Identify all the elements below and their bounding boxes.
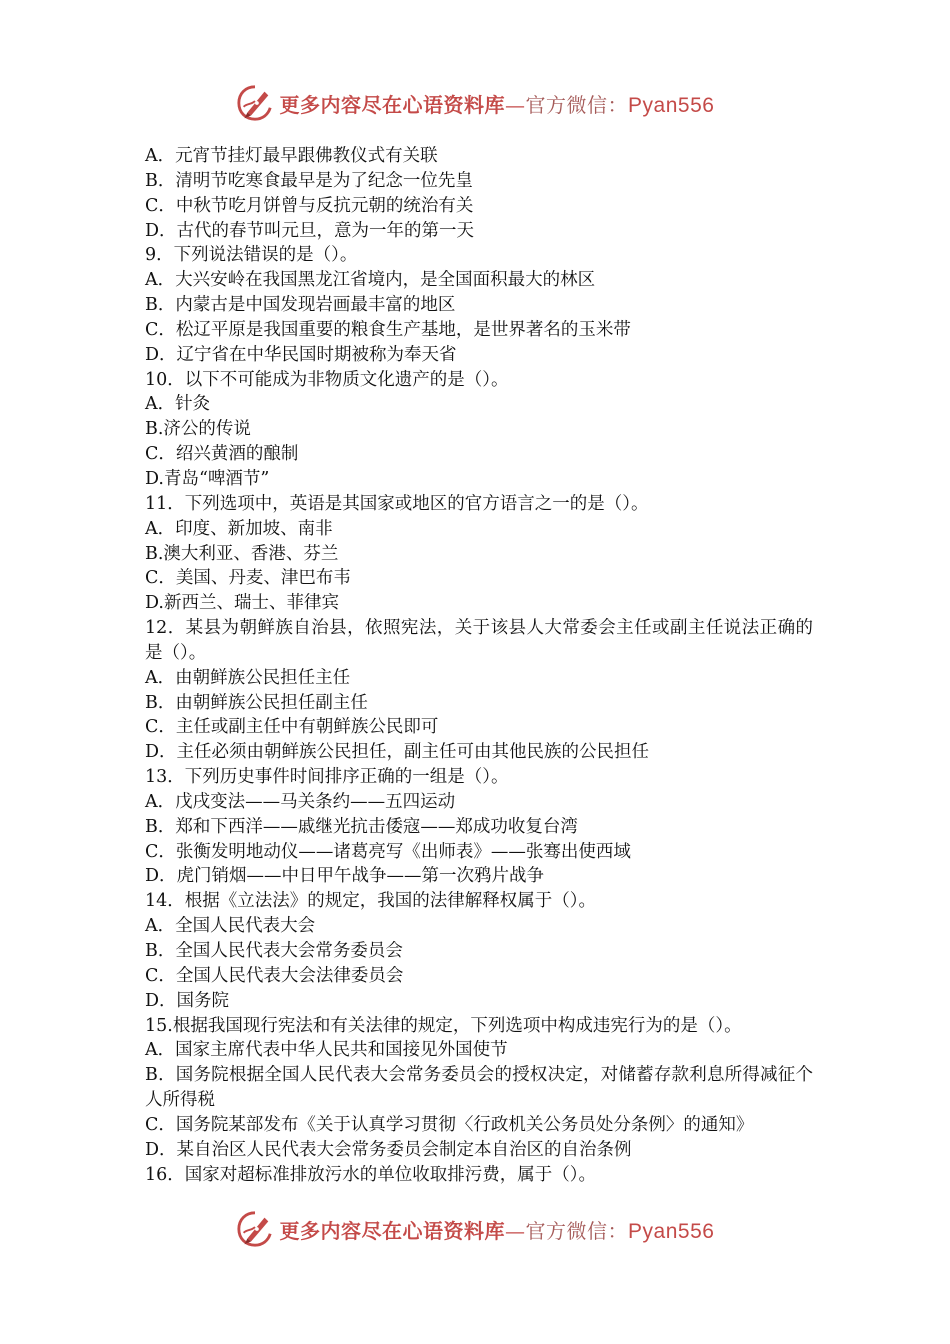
- text-line: D.青岛“啤酒节”: [145, 468, 270, 489]
- question-line: 9．下列说法错误的是（）。: [145, 245, 358, 266]
- watermark-wechat-id: Pyan556: [628, 1219, 715, 1243]
- watermark-sub-text: 官方微信：: [525, 1218, 629, 1243]
- text-line: B．由朝鲜族公民担任副主任: [145, 692, 368, 713]
- text-line: C．国务院某部发布《关于认真学习贯彻〈行政机关公务员处分条例〉的通知》: [145, 1114, 754, 1135]
- question-line: 15.根据我国现行宪法和有关法律的规定，下列选项中构成违宪行为的是（）。: [145, 1015, 742, 1036]
- watermark-main-text: 更多内容尽在心语资料库: [279, 1218, 506, 1243]
- question-line: 14．根据《立法法》的规定，我国的法律解释权属于（）。: [145, 891, 597, 912]
- text-line: A．针灸: [145, 394, 211, 415]
- header-watermark: [0, 80, 950, 126]
- document-body: [145, 144, 813, 1187]
- watermark-dash: —: [505, 92, 526, 117]
- text-line: A．国家主席代表中华人民共和国接见外国使节: [145, 1040, 508, 1061]
- text-line: A．元宵节挂灯最早跟佛教仪式有关联: [145, 146, 438, 166]
- text-line: A．戊戌变法——马关条约——五四运动: [145, 791, 456, 812]
- pen-logo-icon: [236, 1210, 274, 1248]
- text-line: C．美国、丹麦、津巴布韦: [145, 568, 351, 589]
- question-line: 16．国家对超标准排放污水的单位收取排污费，属于（）。: [145, 1164, 597, 1185]
- text-line: A．由朝鲜族公民担任主任: [145, 667, 351, 688]
- watermark-wechat-id: Pyan556: [628, 93, 715, 117]
- text-line: B.济公的传说: [145, 419, 251, 440]
- text-line: D．主任必须由朝鲜族公民担任，副主任可由其他民族的公民担任: [145, 742, 650, 763]
- text-line: C．张衡发明地动仪——诸葛亮写《出师表》——张骞出使西域: [145, 841, 631, 862]
- text-line: D．辽宁省在中华民国时期被称为奉天省: [145, 344, 457, 365]
- question-line: 13．下列历史事件时间排序正确的一组是（）。: [145, 767, 509, 788]
- footer-watermark: [0, 1206, 950, 1252]
- text-line: C．全国人民代表大会法律委员会: [145, 965, 404, 986]
- pen-logo-icon: [236, 84, 274, 122]
- question-line: 10．以下不可能成为非物质文化遗产的是（）。: [145, 369, 509, 390]
- text-line: C．主任或副主任中有朝鲜族公民即可: [145, 717, 439, 738]
- text-line: B.澳大利亚、香港、芬兰: [145, 543, 339, 564]
- text-line: B．全国人民代表大会常务委员会: [145, 941, 403, 961]
- text-line: C．中秋节吃月饼曾与反抗元朝的统治有关: [145, 195, 474, 216]
- text-line: D．古代的春节叫元旦，意为一年的第一天: [145, 220, 475, 241]
- question-line: 11．下列选项中，英语是其国家或地区的官方语言之一的是（）。: [145, 493, 649, 514]
- text-line: B．郑和下西洋——戚继光抗击倭寇——郑成功收复台湾: [145, 816, 578, 837]
- text-line: C．绍兴黄酒的酿制: [145, 444, 299, 465]
- text-line: B．内蒙古是中国发现岩画最丰富的地区: [145, 295, 456, 316]
- question-line: 12．某县为朝鲜族自治县，依照宪法，关于该县人大常委会主任或副主任说法正确的是（）。: [145, 618, 813, 663]
- text-line: A．大兴安岭在我国黑龙江省境内，是全国面积最大的林区: [145, 270, 596, 291]
- watermark-dash: —: [505, 1218, 526, 1243]
- watermark-main-text: 更多内容尽在心语资料库: [279, 92, 506, 117]
- text-line: A．全国人民代表大会: [145, 916, 316, 937]
- text-line: D．某自治区人民代表大会常务委员会制定本自治区的自治条例: [145, 1139, 632, 1160]
- text-line: D．虎门销烟——中日甲午战争——第一次鸦片战争: [145, 866, 545, 887]
- watermark-sub-text: 官方微信：: [525, 92, 629, 117]
- text-line: B．国务院根据全国人民代表大会常务委员会的授权决定，对储蓄存款利息所得减征个人所得税: [145, 1065, 813, 1111]
- text-line: C．松辽平原是我国重要的粮食生产基地，是世界著名的玉米带: [145, 319, 631, 340]
- text-line: D.新西兰、瑞士、菲律宾: [145, 593, 339, 614]
- text-line: D．国务院: [145, 990, 230, 1011]
- text-line: B．清明节吃寒食最早是为了纪念一位先皇: [145, 170, 473, 191]
- text-line: A．印度、新加坡、南非: [145, 518, 333, 539]
